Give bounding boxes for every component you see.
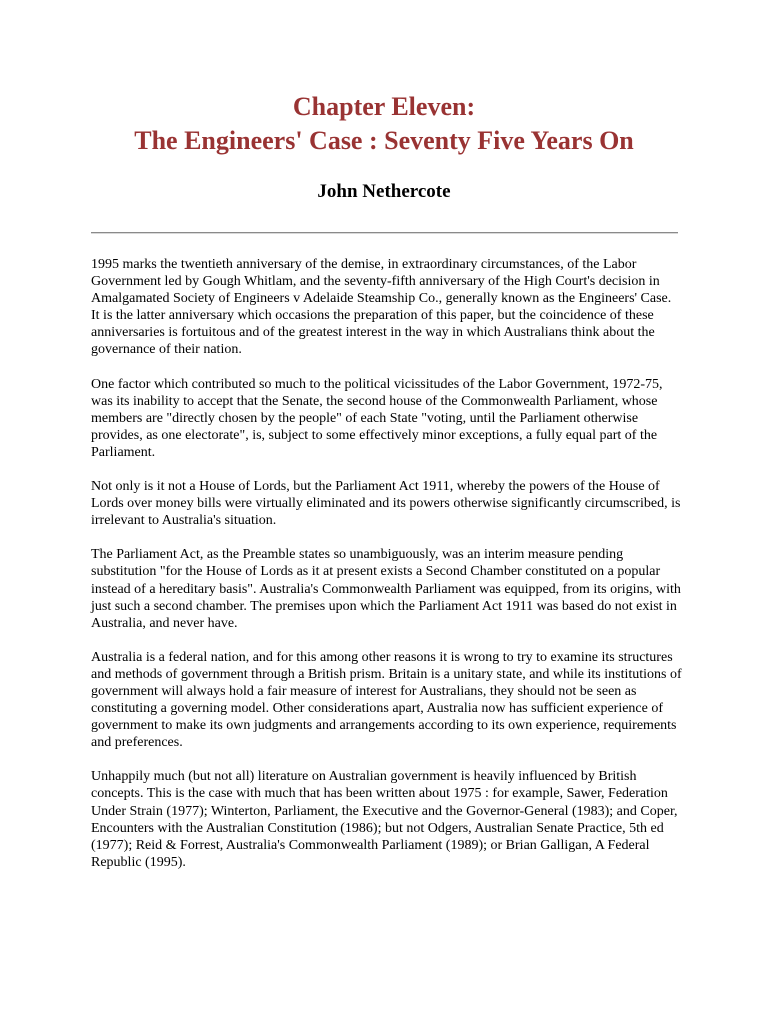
chapter-title-line-1: Chapter Eleven: <box>292 92 476 121</box>
body-text <box>91 256 683 888</box>
paragraph: 1995 marks the twentieth anniversary of the demise, in extraordinary circumstances, of the Labor Government led by Gough Whitlam, and the seventy-fifth anniversary of the High Court's decision in Amalgamated Society of Engineers v Adelaide Steamship Co., generally known as the Engineers' Case. It is the latter anniversary which occasions the preparation of this paper, but the coincidence of these anniversaries is fortuitous and of the greatest interest in the way in which Australians think about the governance of their nation. <box>91 257 672 358</box>
paragraph: Australia is a federal nation, and for this among other reasons it is wrong to try to examine its structures and methods of government through a British prism. Britain is a unitary state, and while its institutions of government will always hold a fair measure of interest for Australians, they should not be seen as constituting a governing model. Other considerations apart, Australia now has sufficient experience of government to make its own judgments and arrangements according to its own experience, requirements and preferences. <box>91 649 682 751</box>
paragraph: Unhappily much (but not all) literature on Australian government is heavily influenced by British concepts. This is the case with much that has been written about 1975 : for example, Sawer, Federation Under Strain (1977); Winterton, Parliament, the Executive and the Governor-General (1983); and Coper, Encounters with the Australian Constitution (1986); but not Odgers, Australian Senate Practice, 5th ed (1977); Reid & Forrest, Australia's Commonwealth Parliament (1989); or Brian Galligan, A Federal Republic (1995). <box>91 769 678 870</box>
paragraph: One factor which contributed so much to the political vicissitudes of the Labor Government, 1972-75, was its inability to accept that the Senate, the second house of the Commonwealth Parliament, whose members are "directly chosen by the people" of each State "voting, until the Parliament otherwise provides, as one electorate", is, subject to some effectively minor exceptions, a fully equal part of the Parliament. <box>91 376 663 460</box>
author-name: John Nethercote <box>317 181 451 202</box>
paragraph: The Parliament Act, as the Preamble states so unambiguously, was an interim measure pending substitution "for the House of Lords as it at present exists a Second Chamber constituted on a popular instead of a hereditary basis". Australia's Commonwealth Parliament was equipped, from its origins, with just such a second chamber. The premises upon which the Parliament Act 1911 was based do not exist in Australia, and never have. <box>91 547 681 631</box>
chapter-title <box>0 90 768 158</box>
paragraph: Not only is it not a House of Lords, but the Parliament Act 1911, whereby the powers of the House of Lords over money bills were virtually eliminated and its powers otherwise significantly circumscribed, is irrelevant to Australia's situation. <box>91 479 681 529</box>
chapter-title-line-2: The Engineers' Case : Seventy Five Years On <box>134 126 634 155</box>
horizontal-rule <box>91 232 678 234</box>
